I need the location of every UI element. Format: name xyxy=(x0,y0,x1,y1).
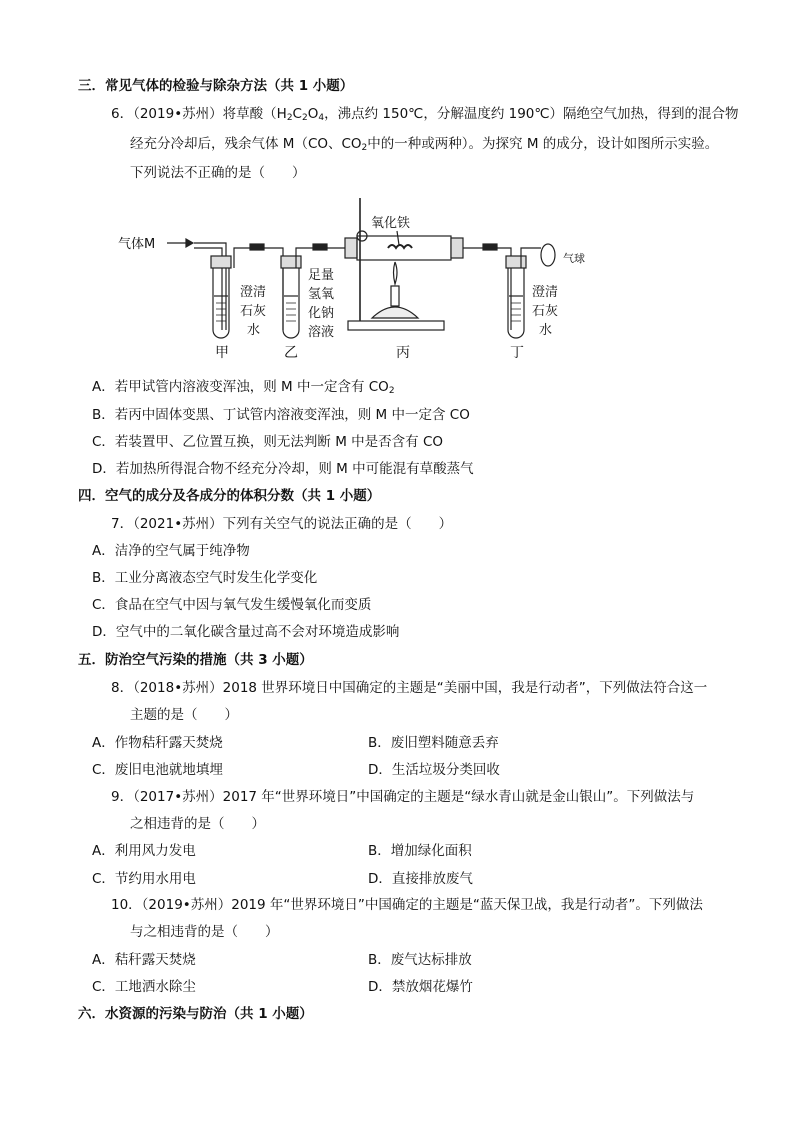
limewater-1-line2: 石灰 xyxy=(240,304,267,319)
rubber-joint-3 xyxy=(483,244,497,250)
stopper-yi xyxy=(281,256,301,268)
balloon-label: 气球 xyxy=(563,252,585,265)
q9-option-c: C．节约用水用电 xyxy=(92,871,196,887)
q9-option-a: A．利用风力发电 xyxy=(92,843,196,859)
rubber-joint-1 xyxy=(250,244,264,250)
q6-option-a xyxy=(92,378,395,400)
naoh-line3: 化钠 xyxy=(308,306,335,321)
q6-option-a-sub: 2 xyxy=(388,386,395,396)
limewater-2-line2: 石灰 xyxy=(532,304,559,319)
label-jia: 甲 xyxy=(215,345,229,361)
alcohol-lamp xyxy=(372,307,418,318)
flame xyxy=(394,262,398,284)
q6-stem-line3: 下列说法不正确的是（ ） xyxy=(130,165,306,181)
rubber-joint-2 xyxy=(313,244,327,250)
limewater-2-line1: 澄清 xyxy=(532,285,559,300)
q6-text: 中的一种或两种）。为探究 M 的成分，设计如图所示实验。 xyxy=(367,136,719,152)
stopper-jia xyxy=(211,256,231,268)
q6-sub: 2 xyxy=(361,143,368,153)
section-6-heading: 六．水资源的污染与防治（共 1 小题） xyxy=(78,1006,313,1022)
q10-stem-line1: 10．（2019•苏州）2019 年“世界环境日”中国确定的主题是“蓝天保卫战，我是行动者”。下列做法 xyxy=(111,897,703,913)
q9-option-d: D．直接排放废气 xyxy=(368,871,473,887)
q6-text: 6．（2019•苏州）将草酸（H xyxy=(111,106,287,122)
stand-base xyxy=(348,321,444,330)
naoh-line4: 溶液 xyxy=(308,325,335,340)
q8-option-a: A．作物秸秆露天焚烧 xyxy=(92,735,223,751)
naoh-line2: 氢氧 xyxy=(308,287,335,302)
iron-oxide-pointer xyxy=(397,231,399,245)
q7-stem: 7．（2021•苏州）下列有关空气的说法正确的是（ ） xyxy=(111,516,453,532)
stopper-bing-left xyxy=(345,238,357,258)
q10-option-b: B．废气达标排放 xyxy=(368,952,472,968)
q9-stem-line1: 9．（2017•苏州）2017 年“世界环境日”中国确定的主题是“绿水青山就是金山银山”。下列做法与 xyxy=(111,789,695,805)
liquid-hatch-yi xyxy=(286,303,296,321)
naoh-line1: 足量 xyxy=(308,268,335,283)
gas-m-label: 气体M xyxy=(118,237,156,252)
q6-sub: 2 xyxy=(286,113,293,123)
section-3-heading: 三．常见气体的检验与除杂方法（共 1 小题） xyxy=(78,78,354,94)
q6-text: 经充分冷却后，残余气体 M（CO、CO xyxy=(130,136,362,152)
q6-text: C xyxy=(292,106,302,122)
q8-option-b: B．废旧塑料随意丢弃 xyxy=(368,735,499,751)
q8-stem-line1: 8．（2018•苏州）2018 世界环境日中国确定的主题是“美丽中国，我是行动者”，下列做法符合这一 xyxy=(111,680,708,696)
q9-stem-line2: 之相违背的是（ ） xyxy=(130,816,265,832)
tube-jia-out xyxy=(234,248,250,268)
q6-option-c: C．若装置甲、乙位置互换，则无法判断 M 中是否含有 CO xyxy=(92,434,443,450)
q10-option-a: A．秸秆露天焚烧 xyxy=(92,952,196,968)
label-ding: 丁 xyxy=(510,345,524,361)
stopper-ding xyxy=(506,256,526,268)
iron-oxide-label: 氧化铁 xyxy=(371,216,411,231)
label-yi: 乙 xyxy=(284,345,298,361)
q7-option-a: A．洁净的空气属于纯净物 xyxy=(92,543,250,559)
q6-text: ，沸点约 150℃，分解温度约 190℃）隔绝空气加热，得到的混合物 xyxy=(324,106,739,122)
tube-yi-inlet xyxy=(264,248,283,330)
balloon xyxy=(541,244,555,266)
limewater-1-line1: 澄清 xyxy=(240,285,267,300)
q6-text: O xyxy=(307,106,319,122)
q8-option-c: C．废旧电池就地填埋 xyxy=(92,762,223,778)
lamp-wick xyxy=(391,286,399,306)
q10-option-c: C．工地洒水除尘 xyxy=(92,979,196,995)
liquid-hatch-ding xyxy=(511,303,521,321)
q7-option-b: B．工业分离液态空气时发生化学变化 xyxy=(92,570,318,586)
limewater-2-line3: 水 xyxy=(539,323,553,338)
stopper-bing-right xyxy=(451,238,463,258)
q7-option-d: D．空气中的二氧化碳含量过高不会对环境造成影响 xyxy=(92,624,400,640)
q6-sub: 4 xyxy=(318,113,325,123)
section-5-heading: 五．防治空气污染的措施（共 3 小题） xyxy=(78,652,313,668)
label-bing: 丙 xyxy=(396,345,410,361)
section-4-heading: 四．空气的成分及各成分的体积分数（共 1 小题） xyxy=(78,488,381,504)
iron-oxide-powder xyxy=(388,245,412,248)
q7-option-c: C．食品在空气中因与氧气发生缓慢氧化而变质 xyxy=(92,597,372,613)
q10-option-d: D．禁放烟花爆竹 xyxy=(368,979,473,995)
q6-sub: 2 xyxy=(301,113,308,123)
q10-stem-line2: 与之相违背的是（ ） xyxy=(130,924,279,940)
liquid-hatch-jia xyxy=(216,303,226,321)
limewater-1-line3: 水 xyxy=(247,323,261,338)
q8-stem-line2: 主题的是（ ） xyxy=(130,707,238,723)
q6-option-d: D．若加热所得混合物不经充分冷却，则 M 中可能混有草酸蒸气 xyxy=(92,461,474,477)
q9-option-b: B．增加绿化面积 xyxy=(368,843,472,859)
gas-arrow-head xyxy=(186,239,193,247)
q6-option-a-text: A．若甲试管内溶液变浑浊，则 M 中一定含有 CO xyxy=(92,379,389,395)
q8-option-d: D．生活垃圾分类回收 xyxy=(368,762,500,778)
q6-option-b: B．若丙中固体变黑、丁试管内溶液变浑浊，则 M 中一定含 CO xyxy=(92,407,470,423)
